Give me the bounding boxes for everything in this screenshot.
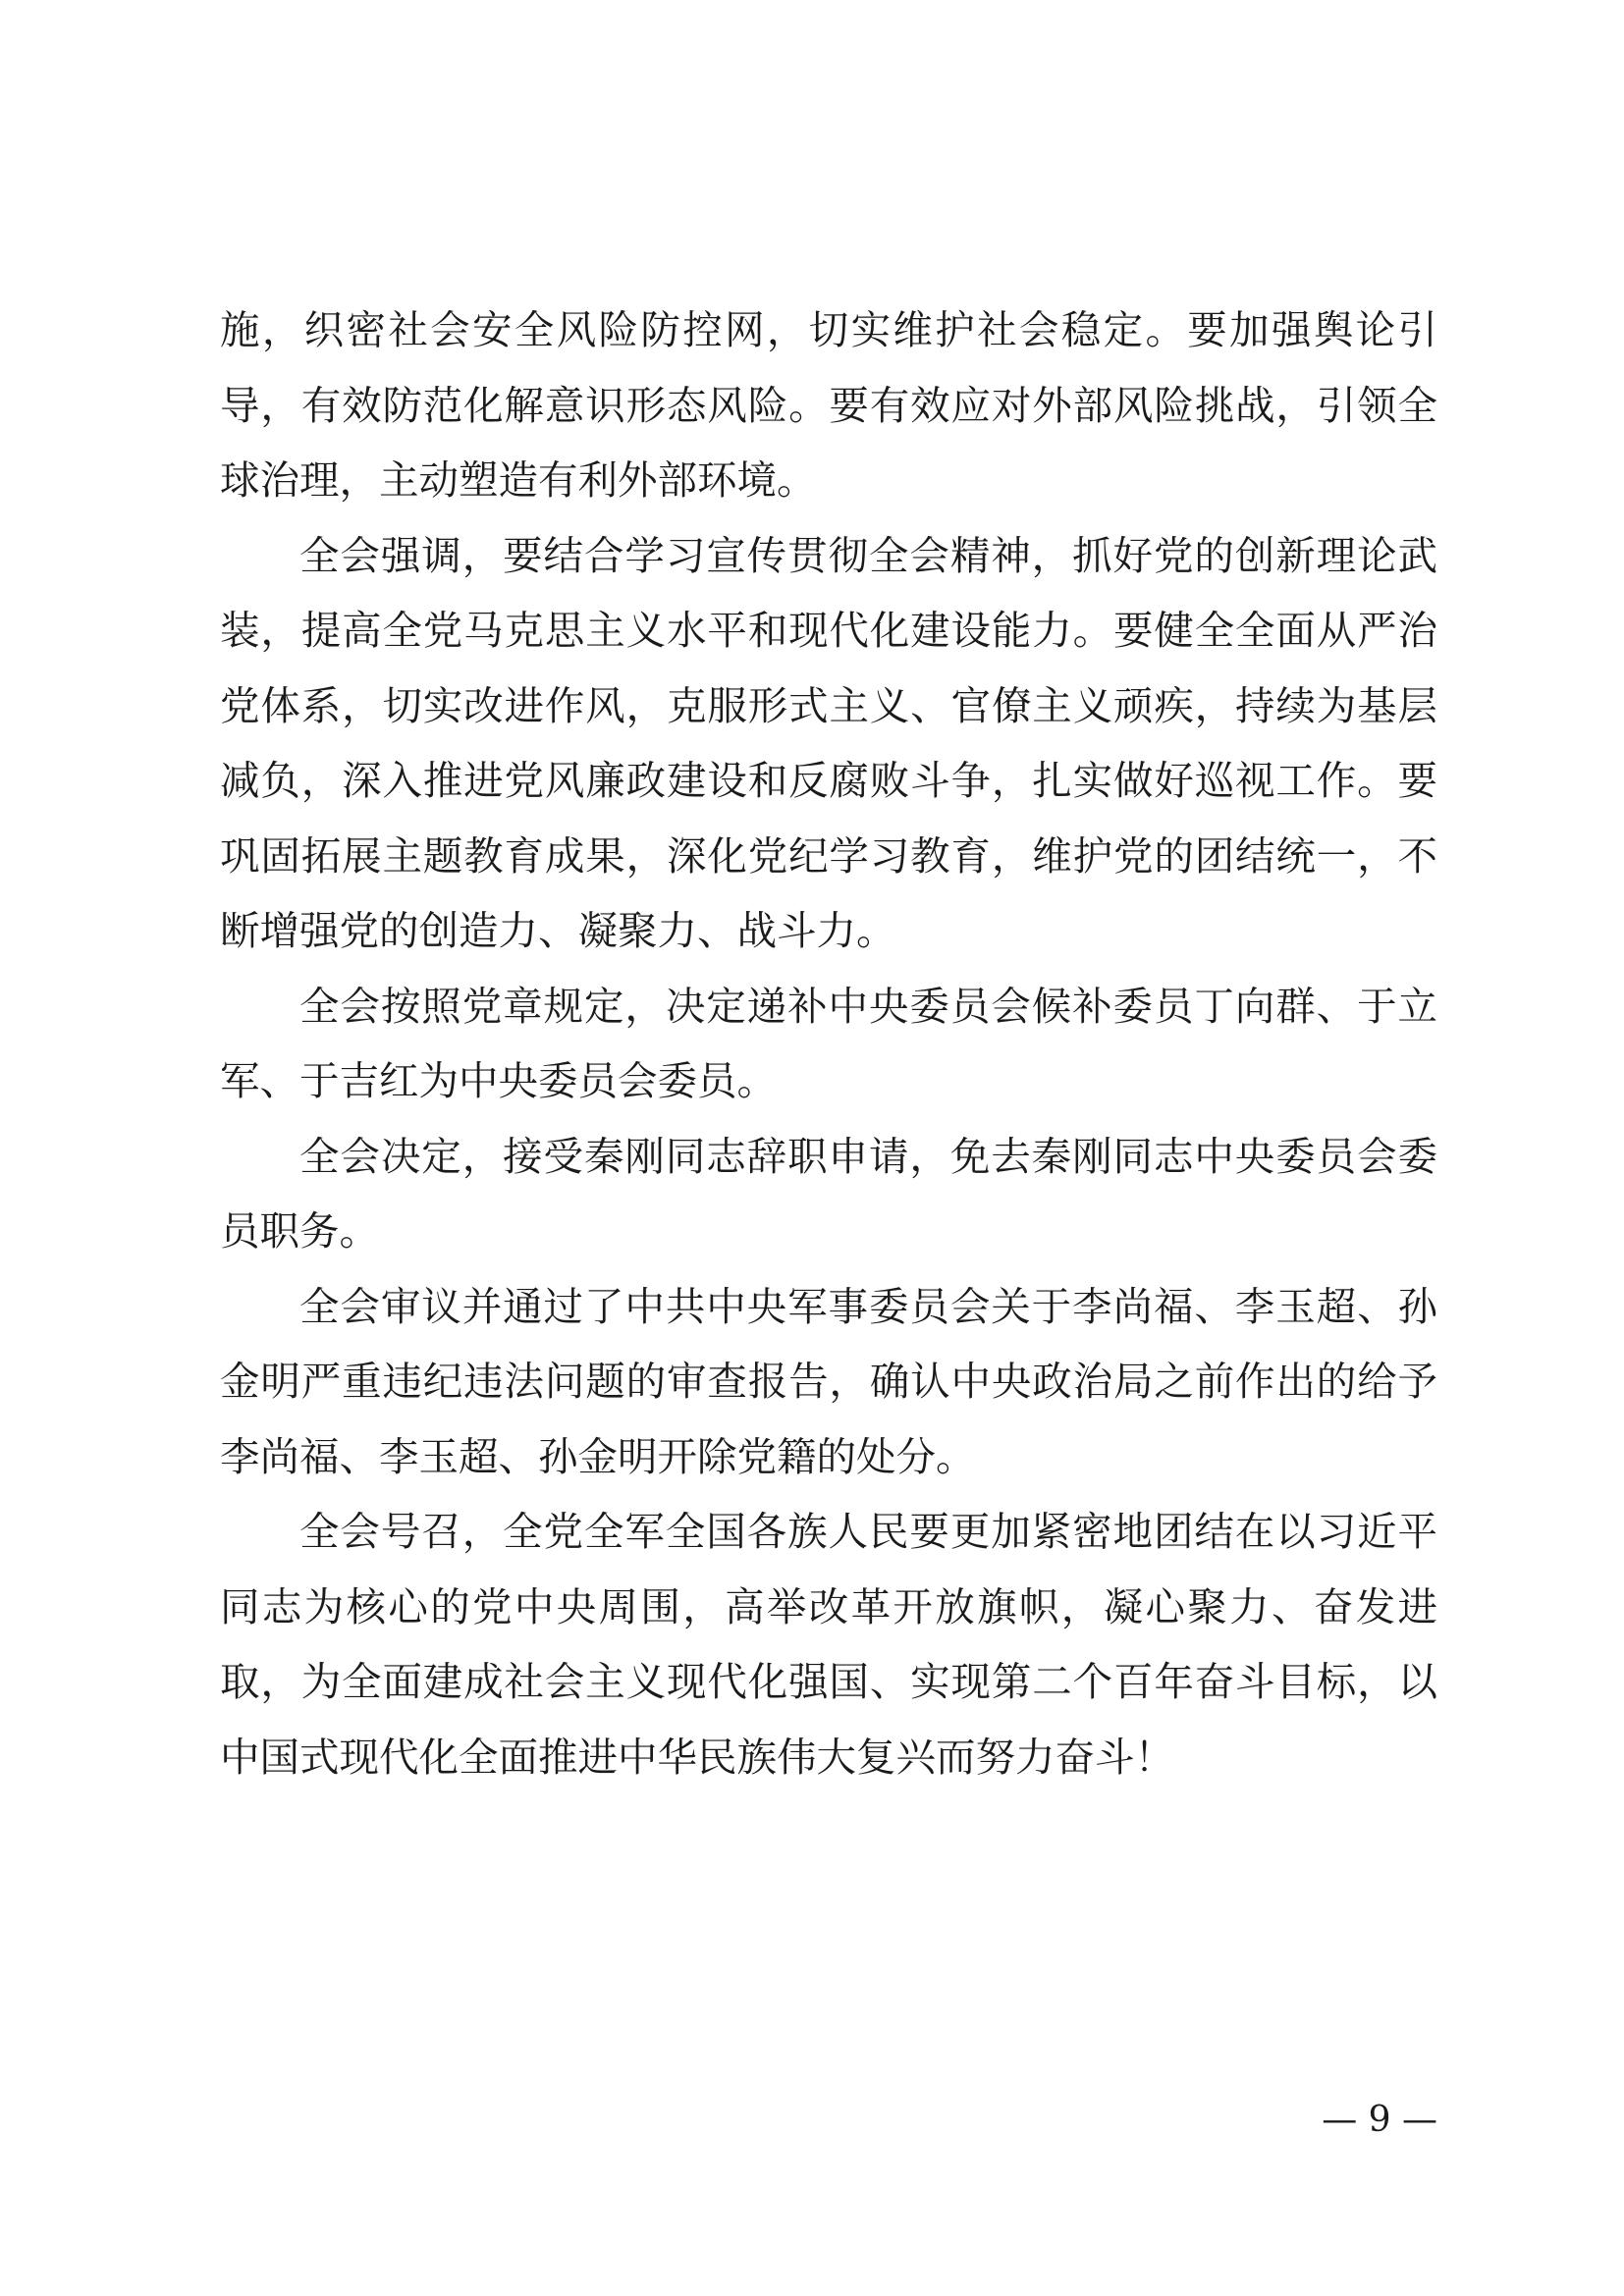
paragraph-3: 全会按照党章规定，决定递补中央委员会候补委员丁向群、于立军、于吉红为中央委员会委员。: [220, 982, 1437, 1104]
paragraph-4: 全会决定，接受秦刚同志辞职申请，免去秦刚同志中央委员会委员职务。: [220, 1132, 1437, 1255]
paragraph-2: 全会强调，要结合学习宣传贯彻全会精神，抓好党的创新理论武装，提高全党马克思主义水平和现代化建设能力。要健全全面从严治党体系，切实改进作风，克服形式主义、官僚主义顽疾，持续为基层减负，深入推进党风廉政建设和反腐败斗争，扎实做好巡视工作。要巩固拓展主题教育成果，深化党纪学习教育，维护党的团结统一，不断增强党的创造力、凝聚力、战斗力。: [220, 531, 1437, 954]
paragraph-1: 施，织密社会安全风险防控网，切实维护社会稳定。要加强舆论引导，有效防范化解意识形态风险。要有效应对外部风险挑战，引领全球治理，主动塑造有利外部环境。: [220, 306, 1437, 504]
body-text: [220, 293, 1437, 1794]
page-number: — 9 —: [1322, 2100, 1437, 2140]
paragraph-6: 全会号召，全党全军全国各族人民要更加紧密地团结在以习近平同志为核心的党中央周围，高举改革开放旗帜，凝心聚力、奋发进取，为全面建成社会主义现代化强国、实现第二个百年奋斗目标，以中国式现代化全面推进中华民族伟大复兴而努力奋斗！: [220, 1508, 1437, 1781]
paragraph-5: 全会审议并通过了中共中央军事委员会关于李尚福、李玉超、孙金明严重违纪违法问题的审查报告，确认中央政治局之前作出的给予李尚福、李玉超、孙金明开除党籍的处分。: [220, 1282, 1437, 1480]
